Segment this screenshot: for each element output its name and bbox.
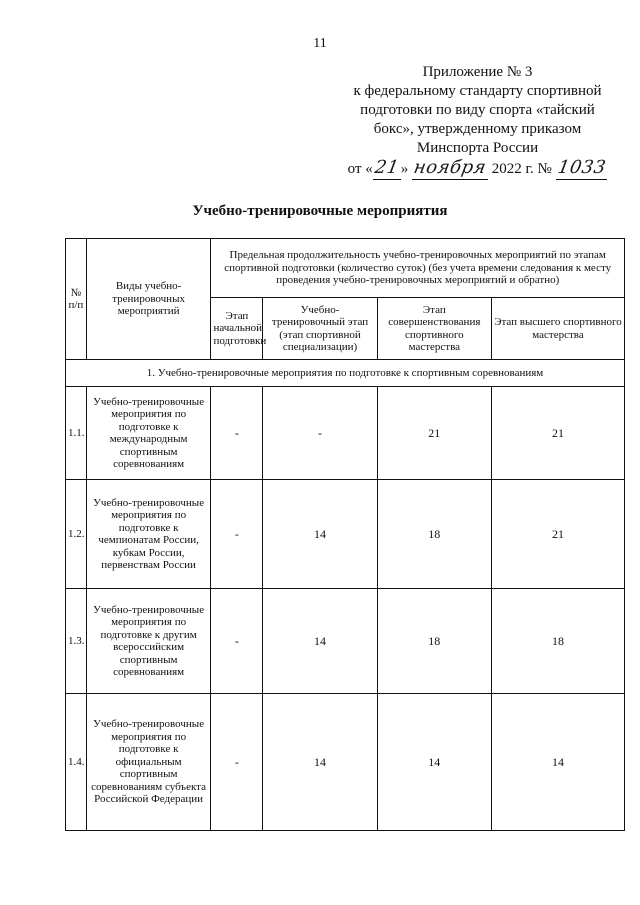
- header-stage-highest: Этап высшего спортивного мастерства: [491, 298, 624, 360]
- date-year: 2022 г. №: [491, 161, 552, 177]
- header-kind: Виды учебно-тренировочных мероприятий: [86, 239, 211, 360]
- row-value: -: [263, 387, 377, 480]
- row-value: -: [211, 387, 263, 480]
- training-events-table: [65, 238, 625, 831]
- order-date-line: [330, 158, 625, 180]
- header-num: № п/п: [66, 239, 87, 360]
- row-num: 1.3.: [66, 589, 87, 694]
- row-value: 21: [491, 480, 624, 589]
- header-stage-initial: Этап начальной подготовки: [211, 298, 263, 360]
- page-number: 11: [313, 36, 327, 51]
- row-value: -: [211, 480, 263, 589]
- row-value: 18: [377, 589, 491, 694]
- appendix-line: Приложение № 3: [422, 64, 533, 80]
- document-title: Учебно-тренировочные мероприятия: [192, 203, 448, 219]
- section-row: [66, 360, 625, 387]
- section-title: 1. Учебно-тренировочные мероприятия по подготовке к спортивным соревнованиям: [66, 360, 625, 387]
- header-stage-training: Учебно-тренировочный этап (этап спортивной специализации): [263, 298, 377, 360]
- table-row: [66, 694, 625, 831]
- appendix-header: [330, 63, 625, 180]
- date-month-handwritten: ноября: [412, 157, 488, 178]
- row-num: 1.1.: [66, 387, 87, 480]
- date-mid: »: [400, 161, 409, 177]
- date-day-handwritten: 21: [372, 157, 401, 178]
- row-kind: Учебно-тренировочные мероприятия по подготовке к другим всероссийским спортивным соревнованиям: [86, 589, 211, 694]
- date-prefix: от «: [347, 161, 373, 177]
- row-kind: Учебно-тренировочные мероприятия по подготовке к официальным спортивным соревнованиям субъекта Российской Федерации: [86, 694, 211, 831]
- header-stage-improvement: Этап совершенствования спортивного мастерства: [377, 298, 491, 360]
- row-kind: Учебно-тренировочные мероприятия по подготовке к международным спортивным соревнованиям: [86, 387, 211, 480]
- row-kind: Учебно-тренировочные мероприятия по подготовке к чемпионатам России, кубкам России, первенствам России: [86, 480, 211, 589]
- table-header-row: [66, 239, 625, 298]
- row-num: 1.2.: [66, 480, 87, 589]
- header-duration-group: Предельная продолжительность учебно-тренировочных мероприятий по этапам спортивной подготовки (количество суток) (без учета времени следования к месту проведения учебно-тренировочных мероприятий и обратно): [211, 239, 625, 298]
- table-row: [66, 480, 625, 589]
- appendix-line: подготовки по виду спорта «тайский: [360, 102, 595, 118]
- row-value: 18: [377, 480, 491, 589]
- row-value: 21: [377, 387, 491, 480]
- row-value: 14: [263, 480, 377, 589]
- row-value: -: [211, 589, 263, 694]
- order-number-handwritten: 1033: [555, 157, 608, 178]
- row-value: 18: [491, 589, 624, 694]
- row-value: 14: [491, 694, 624, 831]
- row-value: 14: [263, 694, 377, 831]
- row-value: 14: [377, 694, 491, 831]
- row-value: 21: [491, 387, 624, 480]
- appendix-line: к федеральному стандарту спортивной: [353, 83, 602, 99]
- table-row: [66, 387, 625, 480]
- row-num: 1.4.: [66, 694, 87, 831]
- row-value: 14: [263, 589, 377, 694]
- appendix-line: бокс», утвержденному приказом: [373, 121, 582, 137]
- row-value: -: [211, 694, 263, 831]
- table-row: [66, 589, 625, 694]
- appendix-line: Минспорта России: [416, 140, 539, 156]
